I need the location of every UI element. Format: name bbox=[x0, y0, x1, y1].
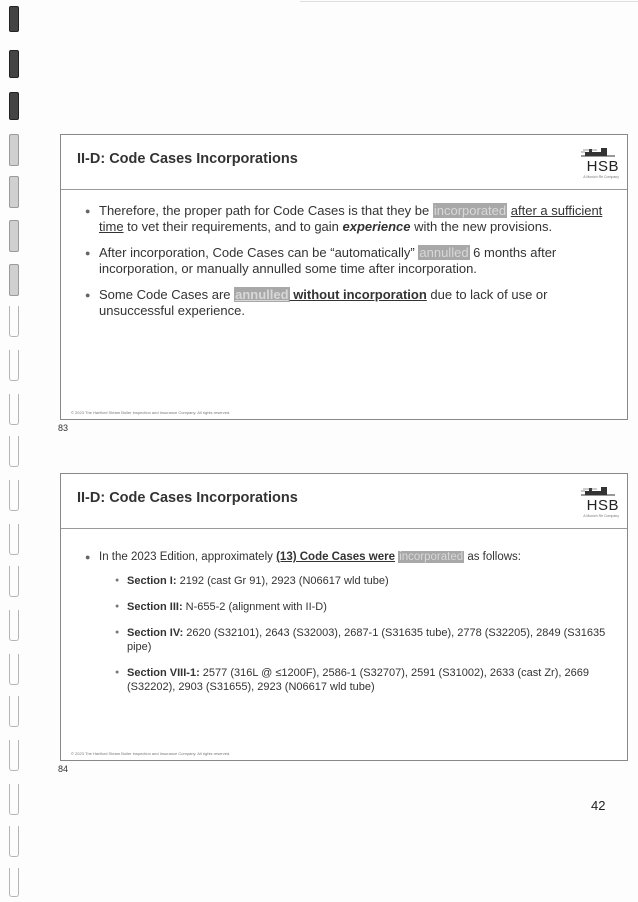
bullet-text: Some Code Cases are bbox=[99, 287, 235, 302]
binding-hole bbox=[9, 826, 19, 857]
binding-hole bbox=[9, 50, 19, 78]
locomotive-icon bbox=[571, 145, 619, 159]
binding-hole bbox=[9, 350, 19, 381]
bold-text: (13) Code Cases were bbox=[276, 551, 395, 563]
binding-hole bbox=[9, 176, 19, 208]
list-item bbox=[85, 203, 609, 235]
sheet-number: 42 bbox=[591, 798, 606, 813]
bullet-list bbox=[85, 203, 609, 329]
binding-hole bbox=[9, 784, 19, 815]
list-item bbox=[85, 245, 609, 277]
top-edge-line bbox=[300, 1, 638, 2]
section-label: Section I: bbox=[127, 575, 177, 587]
highlighted-text: incorporated bbox=[433, 203, 507, 218]
list-item bbox=[115, 626, 609, 654]
list-item bbox=[115, 600, 609, 614]
logo-text: HSB bbox=[586, 158, 619, 175]
page-number: 83 bbox=[58, 423, 69, 433]
hsb-logo bbox=[571, 145, 619, 179]
bold-text: without incorporation bbox=[289, 287, 427, 302]
binding-hole bbox=[9, 6, 19, 32]
logo-subtext: A Munich Re Company bbox=[583, 514, 619, 518]
section-text: 2577 (316L @ ≤1200F), 2586-1 (S32707), 2591 (S31002), 2633 (cast Zr), 2669 (S32202), 2903 (S31655), 2923 (N06617 wld tube) bbox=[127, 667, 589, 693]
binding-hole bbox=[9, 868, 19, 897]
binding-hole bbox=[9, 134, 19, 166]
copyright-footer: © 2023 The Hartford Steam Boiler Inspection and Insurance Company. All rights reserved. bbox=[71, 751, 231, 756]
binding-hole bbox=[9, 610, 19, 641]
bullet-text: due to lack of use or unsuccessful experience. bbox=[99, 287, 548, 318]
slide-title: II-D: Code Cases Incorporations bbox=[77, 151, 298, 167]
logo-subtext: A Munich Re Company bbox=[583, 175, 619, 179]
binding-hole bbox=[9, 264, 19, 296]
section-text: 2192 (cast Gr 91), 2923 (N06617 wld tube) bbox=[176, 575, 389, 587]
binding-hole bbox=[9, 740, 19, 771]
highlighted-text: incorporated bbox=[399, 551, 464, 563]
title-divider bbox=[61, 528, 627, 529]
section-text: 2620 (S32101), 2643 (S32003), 2687-1 (S31635 tube), 2778 (S32205), 2849 (S31635 pipe) bbox=[127, 627, 606, 653]
binding-hole bbox=[9, 654, 19, 685]
highlighted-text: annulled bbox=[419, 245, 469, 260]
bullet-text: Therefore, the proper path for Code Cases is that they be bbox=[99, 203, 433, 218]
slide-84 bbox=[60, 473, 628, 761]
binding-hole bbox=[9, 92, 19, 120]
section-label: Section IV: bbox=[127, 627, 184, 639]
highlighted-text: annulled bbox=[235, 287, 289, 302]
hsb-logo bbox=[571, 484, 619, 518]
binding-holes bbox=[0, 0, 30, 902]
bullet-text: 6 months after incorporation, or manually annulled some time after incorporation. bbox=[99, 245, 557, 276]
slide-title: II-D: Code Cases Incorporations bbox=[77, 490, 298, 506]
locomotive-icon bbox=[571, 484, 619, 498]
logo-text: HSB bbox=[586, 497, 619, 514]
binding-hole bbox=[9, 696, 19, 727]
binding-hole bbox=[9, 394, 19, 425]
bullet-text: to vet their requirements, and to gain bbox=[123, 219, 343, 234]
bullet-text: as follows: bbox=[464, 551, 522, 563]
copyright-footer: © 2023 The Hartford Steam Boiler Inspection and Insurance Company. All rights reserved. bbox=[71, 410, 231, 415]
list-item bbox=[85, 287, 609, 319]
binding-hole bbox=[9, 480, 19, 511]
bullet-text: After incorporation, Code Cases can be “automatically” bbox=[99, 245, 419, 260]
list-item bbox=[115, 574, 609, 588]
section-label: Section VIII-1: bbox=[127, 667, 200, 679]
binding-hole bbox=[9, 436, 19, 467]
binding-hole bbox=[9, 524, 19, 555]
title-divider bbox=[61, 189, 627, 190]
underlined-text: after a sufficient time bbox=[99, 203, 603, 234]
emphasis-text: experience bbox=[342, 219, 411, 234]
list-item bbox=[85, 550, 609, 694]
bullet-text: In the 2023 Edition, approximately bbox=[99, 551, 277, 563]
bullet-text: with the new provisions. bbox=[410, 219, 553, 234]
section-list bbox=[99, 574, 609, 694]
list-item bbox=[115, 666, 609, 694]
binding-hole bbox=[9, 220, 19, 252]
slide-83 bbox=[60, 134, 628, 420]
binding-hole bbox=[9, 306, 19, 337]
bullet-list bbox=[85, 550, 609, 706]
binding-hole bbox=[9, 566, 19, 597]
section-label: Section III: bbox=[127, 601, 183, 613]
page-number: 84 bbox=[58, 764, 69, 774]
section-text: N-655-2 (alignment with II-D) bbox=[182, 601, 327, 613]
